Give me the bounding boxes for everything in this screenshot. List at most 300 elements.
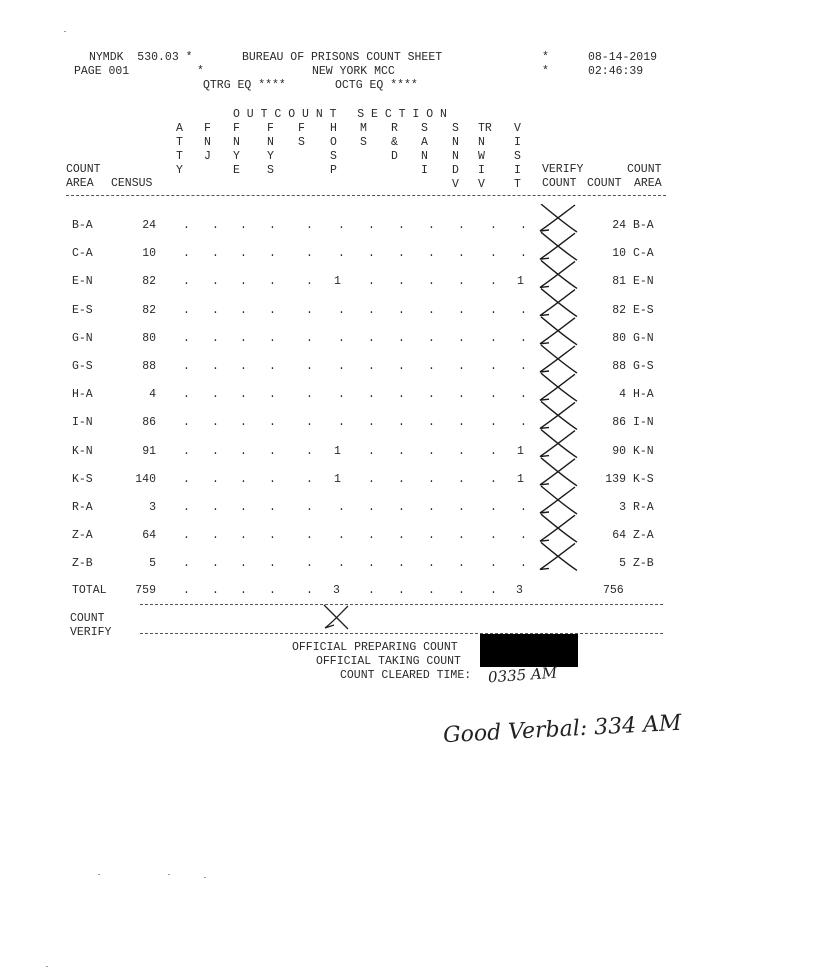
row-dot: . (240, 388, 247, 402)
page-number: PAGE 001 (74, 65, 130, 78)
row-dot: . (368, 360, 375, 373)
column-header-letter: & (391, 136, 398, 149)
row-count-area: Z-B (633, 557, 654, 571)
row-count: 90 (612, 444, 626, 458)
row-census: 86 (142, 416, 156, 430)
row-dot: . (398, 416, 405, 430)
total-dot: . (212, 584, 219, 597)
column-header-letter: D (391, 150, 398, 163)
row-census: 82 (142, 275, 156, 289)
row-dot: . (269, 219, 276, 232)
row-census: 5 (149, 557, 156, 571)
row-dot: . (398, 303, 405, 317)
row-dot: . (183, 247, 190, 261)
row-dot: . (306, 303, 313, 317)
row-dot: . (368, 388, 375, 402)
row-dot: . (183, 557, 190, 571)
row-census: 64 (142, 529, 156, 543)
row-dot: . (458, 219, 465, 232)
total-dot: . (368, 584, 375, 597)
row-dot: . (368, 416, 375, 430)
row-dot: . (212, 247, 219, 261)
row-dot: . (306, 444, 313, 458)
row-count-area: K-N (633, 444, 654, 458)
row-dot: . (269, 275, 276, 289)
row-dot: . (240, 557, 247, 571)
row-dot: . (398, 501, 405, 514)
row-dot: . (183, 331, 190, 345)
column-header-letter: S (330, 150, 337, 163)
row-area: C-A (72, 247, 93, 261)
row-dot: . (398, 360, 405, 373)
row-dot: . (269, 388, 276, 402)
column-header-letter: S (452, 122, 459, 135)
total-dot: . (428, 584, 435, 597)
row-dot: . (306, 416, 313, 430)
row-dot: . (306, 360, 313, 373)
row-dot: . (490, 303, 497, 317)
column-header-letter: S (267, 164, 274, 177)
row-dot: . (490, 529, 497, 543)
row-dot: . (428, 416, 435, 430)
total-dot: . (398, 584, 405, 597)
column-header-letter: S (514, 150, 521, 163)
total-dot: . (458, 584, 465, 597)
column-header-letter: V (478, 178, 485, 191)
row-dot: . (368, 529, 375, 543)
outcount-section-title: O U T C O U N T S E C T I O N (233, 108, 447, 121)
row-count-area: Z-A (633, 529, 654, 543)
column-header-letter: R (391, 122, 398, 135)
row-dot: . (458, 247, 465, 261)
row-census: 10 (142, 247, 156, 261)
row-dot: . (269, 529, 276, 543)
scan-speck (64, 31, 66, 32)
row-dot: . (368, 219, 375, 232)
column-header-letter: M (360, 122, 367, 135)
good-verbal-note: Good Verbal: 334 AM (442, 710, 683, 749)
row-dot: . (269, 472, 276, 486)
row-dot: . (398, 275, 405, 289)
row-dot: . (458, 303, 465, 317)
row-count: 139 (605, 472, 626, 486)
row-dot: . (306, 219, 313, 232)
column-header-letter: N (204, 136, 211, 149)
row-dot: . (428, 529, 435, 543)
row-dot: . (306, 331, 313, 345)
row-dot: . (368, 501, 375, 514)
row-dot: . (338, 331, 345, 345)
column-header-letter: V (514, 122, 521, 135)
row-dot: . (458, 416, 465, 430)
column-header-letter: P (330, 164, 337, 177)
row-dot: . (183, 275, 190, 289)
row-count: 4 (619, 388, 626, 402)
column-header-letter: Y (267, 150, 274, 163)
verify-divider (140, 633, 663, 634)
row-dot: . (306, 472, 313, 486)
row-area: I-N (72, 416, 93, 430)
row-dot: . (428, 501, 435, 514)
column-header-letter: N (452, 136, 459, 149)
total-count: 756 (603, 584, 624, 597)
row-dot: . (338, 416, 345, 430)
row-count-area: R-A (633, 501, 654, 514)
row-dot: . (458, 472, 465, 486)
row-dot: . (212, 416, 219, 430)
row-dot: . (212, 557, 219, 571)
row-dot: . (520, 388, 527, 402)
row-dot: . (338, 529, 345, 543)
row-dot: . (338, 388, 345, 402)
column-header-letter: I (421, 164, 428, 177)
row-count-area: E-S (633, 303, 654, 317)
row-dot: . (338, 501, 345, 514)
row-dot: . (269, 360, 276, 373)
report-time: 02:46:39 (588, 65, 644, 78)
row-dot: . (490, 416, 497, 430)
octg-label: OCTG EQ **** (335, 79, 418, 92)
area-header: AREA (66, 177, 94, 190)
row-dot: . (240, 416, 247, 430)
row-dot: . (269, 331, 276, 345)
row-count-area: G-N (633, 331, 654, 345)
row-dot: . (490, 501, 497, 514)
row-dot: . (428, 360, 435, 373)
row-dot: . (240, 219, 247, 232)
row-count: 82 (612, 303, 626, 317)
row-outcount: 1 (517, 275, 524, 289)
row-dot: . (490, 557, 497, 571)
row-dot: . (490, 331, 497, 345)
verify-header: VERIFY (542, 163, 584, 176)
column-header-letter: N (267, 136, 274, 149)
total-divider (140, 604, 663, 605)
scan-speck (98, 874, 100, 875)
count-area-header: AREA (634, 177, 662, 190)
column-header-letter: S (360, 136, 367, 149)
row-count-area: H-A (633, 388, 654, 402)
row-area: G-S (72, 360, 93, 373)
row-dot: . (306, 529, 313, 543)
row-dot: . (398, 529, 405, 543)
row-dot: . (428, 331, 435, 345)
row-dot: . (212, 303, 219, 317)
row-dot: . (269, 303, 276, 317)
row-dot: . (490, 219, 497, 232)
row-count: 3 (619, 501, 626, 514)
row-dot: . (338, 247, 345, 261)
row-dot: . (306, 557, 313, 571)
column-header-letter: A (421, 136, 428, 149)
row-dot: . (240, 247, 247, 261)
row-dot: . (398, 472, 405, 486)
row-count-area: K-S (633, 472, 654, 486)
row-dot: . (240, 501, 247, 514)
row-dot: . (183, 501, 190, 514)
total-dot: . (183, 584, 190, 597)
row-count-area: C-A (633, 247, 654, 261)
row-dot: . (490, 444, 497, 458)
column-header-letter: O (330, 136, 337, 149)
row-dot: . (458, 529, 465, 543)
total-hosp: 3 (333, 584, 340, 597)
row-dot: . (338, 219, 345, 232)
row-dot: . (490, 247, 497, 261)
row-dot: . (240, 275, 247, 289)
scan-speck (168, 874, 170, 875)
row-dot: . (520, 416, 527, 430)
row-count: 5 (619, 557, 626, 571)
row-dot: . (368, 444, 375, 458)
total-dot: . (240, 584, 247, 597)
row-dot: . (428, 444, 435, 458)
header-star-right-1: * (542, 51, 549, 64)
row-dot: . (520, 219, 527, 232)
row-dot: . (428, 247, 435, 261)
row-dot: . (240, 444, 247, 458)
row-census: 91 (142, 444, 156, 458)
row-dot: . (183, 472, 190, 486)
row-area: H-A (72, 388, 93, 402)
verify-count-header: COUNT (542, 177, 577, 190)
row-area: K-N (72, 444, 93, 458)
row-dot: . (183, 360, 190, 373)
row-dot: . (338, 557, 345, 571)
column-header-letter: Y (233, 150, 240, 163)
count-count-header: COUNT (587, 177, 622, 190)
row-dot: . (212, 501, 219, 514)
column-header-letter: Y (176, 164, 183, 177)
total-dot: . (306, 584, 313, 597)
row-area: E-N (72, 275, 93, 289)
qtrg-label: QTRG EQ **** (203, 79, 286, 92)
row-dot: . (490, 275, 497, 289)
row-count: 10 (612, 247, 626, 261)
scan-speck (204, 877, 206, 878)
row-dot: . (490, 360, 497, 373)
column-header-letter: A (176, 122, 183, 135)
form-code: NYMDK 530.03 * (89, 51, 193, 64)
column-header-letter: N (478, 136, 485, 149)
column-header-letter: F (233, 122, 240, 135)
redaction-box (480, 634, 578, 667)
column-header-letter: D (452, 164, 459, 177)
row-dot: . (212, 472, 219, 486)
row-dot: . (212, 275, 219, 289)
row-dot: . (520, 360, 527, 373)
header-star: * (197, 65, 204, 78)
row-outcount: 1 (517, 472, 524, 486)
row-count-area: I-N (633, 416, 654, 430)
row-census: 88 (142, 360, 156, 373)
census-header: CENSUS (111, 177, 153, 190)
total-dot: . (269, 584, 276, 597)
row-dot: . (458, 444, 465, 458)
header-divider (66, 195, 666, 196)
row-dot: . (269, 247, 276, 261)
row-dot: . (338, 303, 345, 317)
row-dot: . (428, 472, 435, 486)
row-dot: . (520, 501, 527, 514)
column-header-letter: N (233, 136, 240, 149)
row-census: 80 (142, 331, 156, 345)
total-verify-mark (320, 603, 352, 631)
row-count-area: G-S (633, 360, 654, 373)
row-dot: . (306, 247, 313, 261)
row-dot: . (269, 444, 276, 458)
count-verify-label-1: COUNT (70, 612, 105, 625)
row-dot: . (306, 501, 313, 514)
row-dot: . (458, 360, 465, 373)
row-hosp-count: 1 (334, 472, 341, 486)
row-census: 4 (149, 388, 156, 402)
row-dot: . (183, 529, 190, 543)
row-dot: . (240, 360, 247, 373)
row-dot: . (212, 529, 219, 543)
official-taking-label: OFFICIAL TAKING COUNT (316, 655, 461, 668)
total-label: TOTAL (72, 584, 107, 597)
column-header-letter: I (514, 164, 521, 177)
official-preparing-label: OFFICIAL PREPARING COUNT (292, 641, 458, 654)
row-dot: . (398, 557, 405, 571)
row-dot: . (490, 388, 497, 402)
row-dot: . (240, 303, 247, 317)
row-count: 80 (612, 331, 626, 345)
row-count: 24 (612, 219, 626, 232)
row-dot: . (240, 331, 247, 345)
row-dot: . (458, 331, 465, 345)
column-header-letter: E (233, 164, 240, 177)
row-dot: . (212, 388, 219, 402)
row-dot: . (269, 416, 276, 430)
column-header-letter: TR (478, 122, 492, 135)
row-dot: . (368, 275, 375, 289)
row-dot: . (520, 331, 527, 345)
facility-name: NEW YORK MCC (312, 65, 395, 78)
row-dot: . (520, 303, 527, 317)
header-star-right-2: * (542, 65, 549, 78)
row-dot: . (368, 247, 375, 261)
total-census: 759 (135, 584, 156, 597)
column-header-letter: J (204, 150, 211, 163)
column-header-letter: F (298, 122, 305, 135)
total-dot: . (490, 584, 497, 597)
row-dot: . (368, 557, 375, 571)
count-area-header-top: COUNT (627, 163, 662, 176)
row-dot: . (458, 557, 465, 571)
row-dot: . (428, 275, 435, 289)
row-dot: . (428, 303, 435, 317)
column-header-letter: S (298, 136, 305, 149)
row-dot: . (183, 303, 190, 317)
row-dot: . (458, 275, 465, 289)
column-header-letter: I (478, 164, 485, 177)
row-dot: . (183, 416, 190, 430)
row-dot: . (306, 275, 313, 289)
row-dot: . (458, 388, 465, 402)
row-dot: . (212, 331, 219, 345)
row-count-area: E-N (633, 275, 654, 289)
row-hosp-count: 1 (334, 275, 341, 289)
row-count: 88 (612, 360, 626, 373)
cleared-time-handwritten: 0335 AM (487, 663, 558, 687)
column-header-letter: F (267, 122, 274, 135)
row-dot: . (183, 388, 190, 402)
row-dot: . (183, 219, 190, 232)
row-dot: . (368, 303, 375, 317)
row-census: 3 (149, 501, 156, 514)
row-dot: . (212, 219, 219, 232)
row-area: G-N (72, 331, 93, 345)
column-header-letter: V (452, 178, 459, 191)
row-census: 82 (142, 303, 156, 317)
count-verify-label-2: VERIFY (70, 626, 112, 639)
row-dot: . (428, 557, 435, 571)
row-dot: . (398, 247, 405, 261)
row-census: 140 (135, 472, 156, 486)
column-header-letter: H (330, 122, 337, 135)
column-header-letter: I (514, 136, 521, 149)
row-count: 86 (612, 416, 626, 430)
verify-marks (535, 204, 585, 576)
row-dot: . (458, 501, 465, 514)
row-dot: . (520, 247, 527, 261)
scan-speck (46, 966, 48, 967)
row-dot: . (269, 501, 276, 514)
row-dot: . (520, 557, 527, 571)
row-dot: . (428, 219, 435, 232)
row-dot: . (240, 529, 247, 543)
column-header-letter: T (176, 136, 183, 149)
row-area: R-A (72, 501, 93, 514)
row-dot: . (428, 388, 435, 402)
column-header-letter: N (421, 150, 428, 163)
row-dot: . (398, 219, 405, 232)
column-header-letter: T (514, 178, 521, 191)
row-dot: . (520, 529, 527, 543)
page-title: BUREAU OF PRISONS COUNT SHEET (242, 51, 443, 64)
row-dot: . (368, 472, 375, 486)
row-area: B-A (72, 219, 93, 232)
row-dot: . (338, 360, 345, 373)
row-count: 64 (612, 529, 626, 543)
row-count: 81 (612, 275, 626, 289)
row-dot: . (490, 472, 497, 486)
row-dot: . (368, 331, 375, 345)
report-date: 08-14-2019 (588, 51, 658, 64)
row-dot: . (398, 331, 405, 345)
row-area: E-S (72, 303, 93, 317)
row-census: 24 (142, 219, 156, 232)
row-dot: . (398, 444, 405, 458)
count-cleared-label: COUNT CLEARED TIME: (340, 669, 472, 682)
row-dot: . (398, 388, 405, 402)
column-header-letter: F (204, 122, 211, 135)
row-dot: . (183, 444, 190, 458)
column-header-letter: W (478, 150, 485, 163)
row-area: Z-B (72, 557, 93, 571)
column-header-letter: T (176, 150, 183, 163)
row-area: K-S (72, 472, 93, 486)
row-count-area: B-A (633, 219, 654, 232)
row-dot: . (212, 360, 219, 373)
row-dot: . (306, 388, 313, 402)
row-outcount: 1 (517, 444, 524, 458)
total-outcount: 3 (516, 584, 523, 597)
column-header-letter: S (421, 122, 428, 135)
row-dot: . (269, 557, 276, 571)
